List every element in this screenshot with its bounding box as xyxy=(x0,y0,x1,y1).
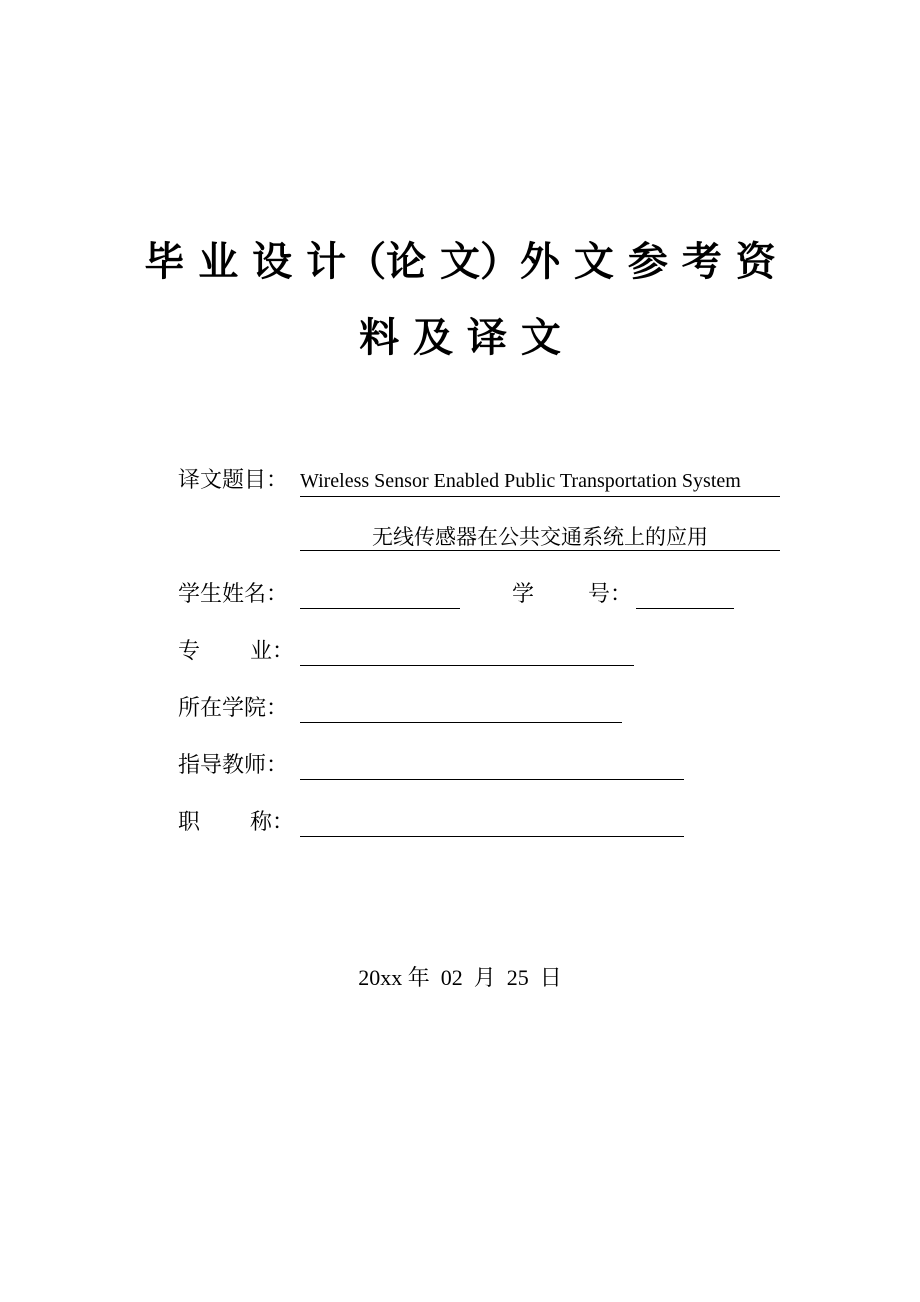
translation-title-en: Wireless Sensor Enabled Public Transportation System xyxy=(300,466,780,497)
student-name-label: 学生姓名： xyxy=(178,582,289,607)
advisor-label: 指导教师： xyxy=(178,753,289,778)
professional-title-label-part2: 称： xyxy=(250,810,295,835)
student-id-label-part2: 号： xyxy=(588,582,633,607)
translation-title-label: 译文题目： xyxy=(178,468,289,493)
student-id-label-part1: 学 xyxy=(512,582,535,607)
advisor-field[interactable] xyxy=(300,751,684,780)
major-label-part2: 业： xyxy=(250,639,295,664)
college-field[interactable] xyxy=(300,694,622,723)
college-label: 所在学院： xyxy=(178,696,289,721)
document-date: 20xx 年 02 月 25 日 xyxy=(358,965,562,990)
translation-title-zh: 无线传感器在公共交通系统上的应用 xyxy=(300,522,780,551)
student-id-field[interactable] xyxy=(636,580,734,609)
document-title-line-1: 毕 业 设 计（论 文）外 文 参 考 资 xyxy=(144,239,776,285)
major-field[interactable] xyxy=(300,637,634,666)
student-name-field[interactable] xyxy=(300,580,460,609)
major-label-part1: 专 xyxy=(178,639,201,664)
professional-title-field[interactable] xyxy=(300,808,684,837)
professional-title-label-part1: 职 xyxy=(178,810,201,835)
document-title-line-2: 料 及 译 文 xyxy=(359,315,561,361)
